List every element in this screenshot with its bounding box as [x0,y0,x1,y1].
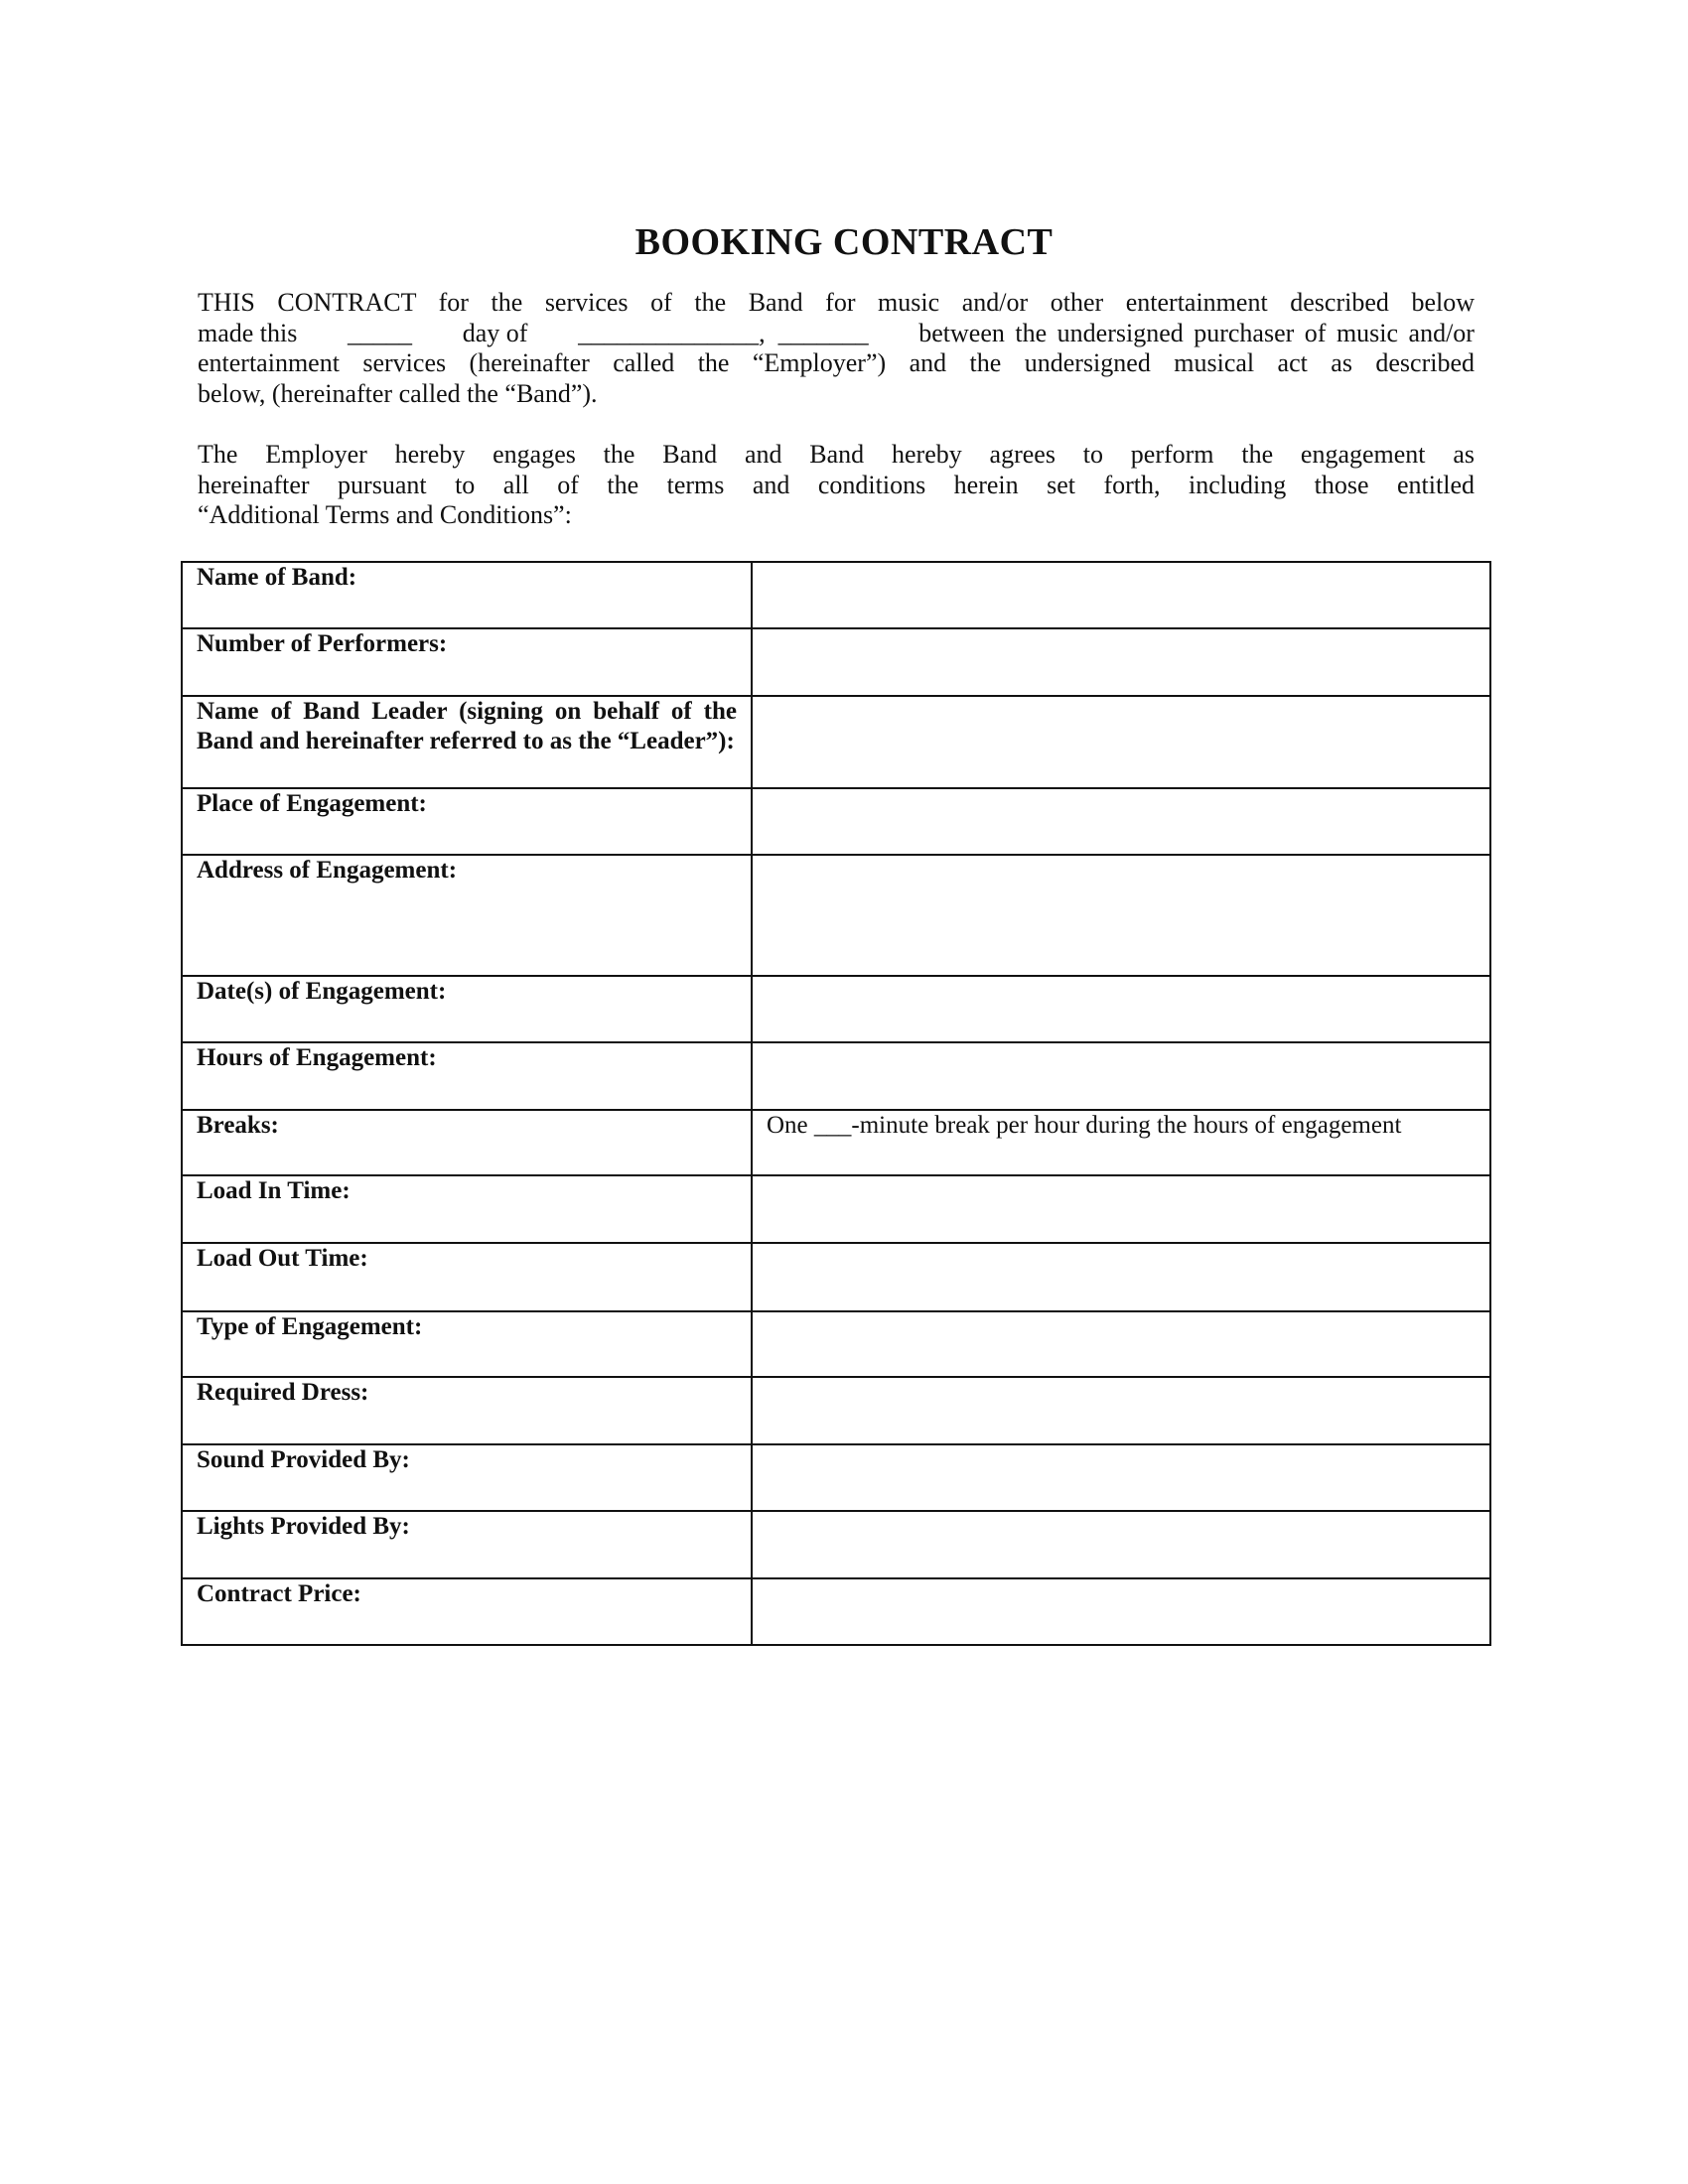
day-blank[interactable]: _____ [348,318,413,347]
engagement-line-2: hereinafter pursuant to all of the terms and conditions herein set forth, including those entitled [198,470,1475,499]
field-value[interactable] [752,1042,1490,1110]
table-row [182,1042,1490,1110]
engagement-line-3: “Additional Terms and Conditions”: [198,500,572,529]
intro-line-1: THIS CONTRACT for the services of the Band for music and/or other entertainment described below [198,288,1475,317]
field-label: Name of Band Leader (signing on behalf of the Band and hereinafter referred to as the “Leader”): [182,696,752,788]
field-value[interactable] [752,562,1490,628]
page-title: BOOKING CONTRACT [634,221,1054,263]
field-label: Date(s) of Engagement: [182,976,752,1042]
field-label: Number of Performers: [182,628,752,696]
field-value[interactable] [752,1311,1490,1377]
break-minutes-blank[interactable]: ___ [813,1112,852,1139]
field-label: Address of Engagement: [182,855,752,976]
field-value[interactable] [752,1511,1490,1578]
table-row [182,976,1490,1042]
field-label: Place of Engagement: [182,788,752,855]
field-value[interactable] [752,1377,1490,1444]
intro-text-between: between the undersigned purchaser of music and/or [918,318,1475,347]
table-row [182,1175,1490,1243]
field-label: Load Out Time: [182,1243,752,1311]
table-row [182,696,1490,788]
intro-line-4: below, (hereinafter called the “Band”). [198,378,598,408]
table-row [182,1444,1490,1511]
table-row [182,1311,1490,1377]
field-value[interactable] [752,1175,1490,1243]
month-year-group [578,319,869,349]
field-label: Hours of Engagement: [182,1042,752,1110]
field-value[interactable] [752,1578,1490,1645]
intro-text-day-of: day of [462,318,528,347]
table-row [182,1110,1490,1175]
field-value[interactable] [752,855,1490,976]
intro-line-2 [198,319,1475,349]
field-label: Load In Time: [182,1175,752,1243]
field-value[interactable] [752,1110,1490,1175]
table-row [182,628,1490,696]
field-value[interactable] [752,976,1490,1042]
field-value[interactable] [752,628,1490,696]
booking-details-table [181,561,1491,1646]
engagement-paragraph [198,440,1475,531]
table-row [182,788,1490,855]
field-value[interactable] [752,1243,1490,1311]
table-row [182,1377,1490,1444]
table-row [182,855,1490,976]
comma: , [759,318,766,347]
table-row [182,1578,1490,1645]
month-blank[interactable]: ______________ [578,318,760,347]
intro-text-made-this: made this [198,318,298,347]
field-label: Name of Band: [182,562,752,628]
table-row [182,562,1490,628]
field-label: Breaks: [182,1110,752,1175]
table-row [182,1511,1490,1578]
year-blank[interactable]: _______ [777,318,869,347]
field-value[interactable] [752,788,1490,855]
breaks-text-one: One [767,1112,808,1139]
field-label: Sound Provided By: [182,1444,752,1511]
field-label: Type of Engagement: [182,1311,752,1377]
intro-line-3: entertainment services (hereinafter called the “Employer”) and the undersigned musical act as described [198,348,1475,377]
breaks-text-rest: -minute break per hour during the hours of engagement [851,1112,1402,1139]
intro-paragraph [198,288,1475,409]
field-label: Contract Price: [182,1578,752,1645]
field-label: Lights Provided By: [182,1511,752,1578]
table-row [182,1243,1490,1311]
engagement-line-1: The Employer hereby engages the Band and Band hereby agrees to perform the engagement as [198,440,1475,469]
field-value[interactable] [752,1444,1490,1511]
field-label: Required Dress: [182,1377,752,1444]
field-value[interactable] [752,696,1490,788]
